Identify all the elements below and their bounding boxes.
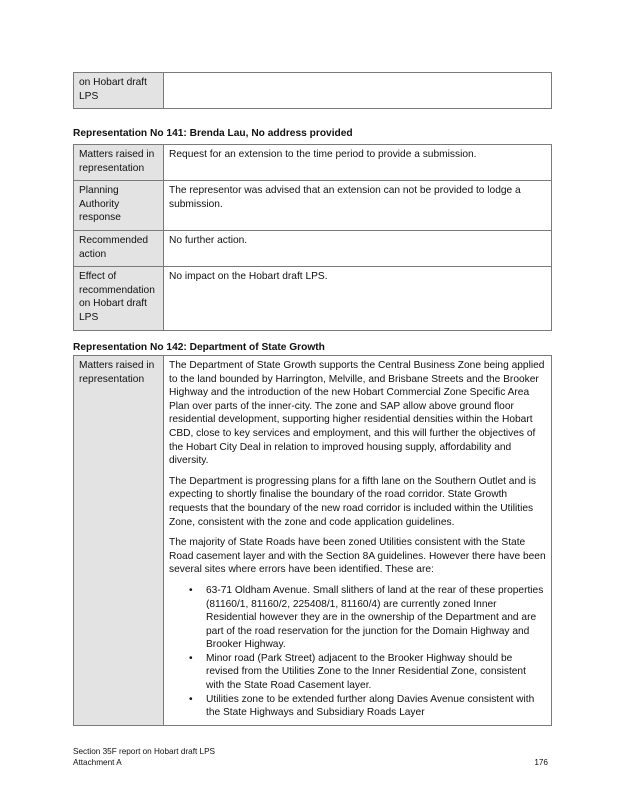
table-row: [74, 267, 552, 330]
row-label: Matters raised in representation: [74, 356, 164, 726]
table-row: [74, 145, 552, 181]
row-value: The representor was advised that an extension can not be provided to lodge a submission.: [164, 181, 552, 231]
table-row: [74, 73, 552, 109]
page-number: 176: [534, 758, 548, 767]
row-label: on Hobart draft LPS: [74, 73, 164, 109]
bullet-item: • 63-71 Oldham Avenue. Small slithers of land at the rear of these properties (81160/1, 81160/2, 225408/1, 81160/4) are currently zoned Inner Residential however they are in the ownership of the Department and are part of the road reservation for the junction for the Domain Highway and Brooker Highway.: [206, 584, 546, 652]
representation-142-table: [73, 355, 552, 726]
row-value: Request for an extension to the time period to provide a submission.: [164, 145, 552, 181]
table-row: [74, 181, 552, 231]
row-label: Planning Authority response: [74, 181, 164, 231]
row-label: Recommended action: [74, 230, 164, 266]
bullet-item: • Minor road (Park Street) adjacent to the Brooker Highway should be revised from the Utilities Zone to the Inner Residential Zone, consistent with the State Road Casement layer.: [206, 652, 546, 693]
bullet-item: • Utilities zone to be extended further along Davies Avenue consistent with the State Highways and Subsidiary Roads Layer: [206, 693, 546, 720]
paragraph: The Department of State Growth supports the Central Business Zone being applied to the land bounded by Harrington, Melville, and Brisbane Streets and the Brooker Highway and the introduction of the new Hobart Commercial Zone Specific Area Plan over parts of the inner-city. The zone and SAP allow above ground floor residential development, supporting higher residential densities within the Hobart CBD, close to key services and employment, and this will further the objectives of the Hobart City Deal in relation to improved housing supply, affordability and diversity.: [169, 360, 545, 467]
table-row: [74, 356, 552, 726]
row-label: Effect of recommendation on Hobart draft LPS: [74, 267, 164, 330]
paragraph: The majority of State Roads have been zoned Utilities consistent with the State Road casement layer and with the Section 8A guidelines. However there have been several sites where errors have been identified. These are:: [169, 537, 546, 576]
section-heading-141: Representation No 141: Brenda Lau, No address provided: [73, 128, 353, 139]
section-heading-142: Representation No 142: Department of State Growth: [73, 342, 325, 353]
row-value: [164, 356, 552, 726]
paragraph: The Department is progressing plans for a fifth lane on the Southern Outlet and is expecting to shortly finalise the boundary of the road corridor. State Growth requests that the boundary of the new road corridor is included within the Utilities Zone, consistent with the zone and code application guidelines.: [169, 475, 536, 528]
table-row: [74, 230, 552, 266]
row-value: No impact on the Hobart draft LPS.: [164, 267, 552, 330]
row-label: Matters raised in representation: [74, 145, 164, 181]
continued-table: [73, 72, 552, 109]
bullet-list: [169, 584, 546, 720]
footer-report-title: Section 35F report on Hobart draft LPS: [73, 747, 215, 756]
row-value: No further action.: [164, 230, 552, 266]
row-value: [164, 73, 552, 109]
footer-attachment: Attachment A: [73, 758, 122, 767]
representation-141-table: [73, 144, 552, 331]
